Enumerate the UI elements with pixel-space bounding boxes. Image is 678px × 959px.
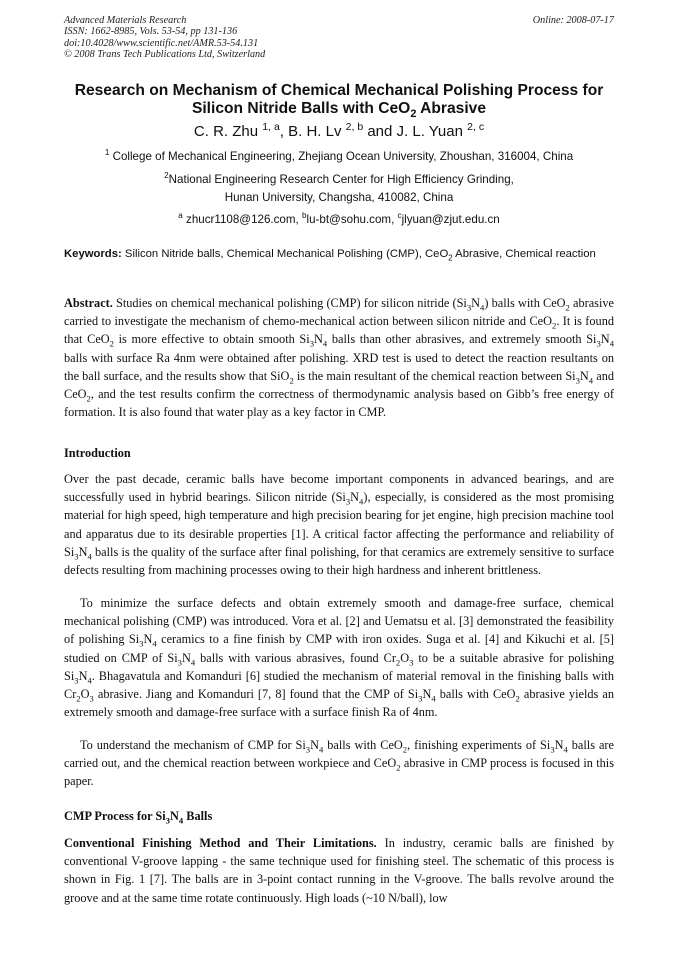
title-line-1: Research on Mechanism of Chemical Mechanical Polishing Process for (74, 82, 604, 99)
author-list: C. R. Zhu $^{1, a}$, B. H. Lv $^{2, b}$ and J. L. Yuan $^{2, c}$ (193, 121, 485, 140)
section-heading-cmp-process: CMP Process for $Si_3N_4$ Balls (64, 809, 213, 826)
title-line-2: Silicon Nitride Balls with CeO$_2$ Abrasive (191, 100, 487, 121)
cmp-paragraph: Conventional Finishing Method and Their Limitations. In industry, ceramic balls are finished by conventional V-groove lapping - the same technique used for finishing steel. The schematic of this process is shown in Fig. 1 [7]. The balls are in 3-point contact running in the V-groove. The balls revolve around the groove and at the same time rotate continuously. High loads (~10 N/ball), low (64, 836, 614, 905)
doi-line: doi:10.4028/www.scientific.net/AMR.53-54.131 (64, 37, 259, 49)
journal-name: Advanced Materials Research (64, 15, 187, 26)
abstract-paragraph: Abstract. Studies on chemical mechanical polishing (CMP) for silicon nitride $(Si_3N_4)$ balls with CeO$_2$ abrasive carried to investigate the mechanism of chemo-mechanical action between silicon nitride and CeO$_2$. It is found that CeO$_2$ is more effective to obtain smooth $Si_3N_4$ balls than other abrasives, and extremely smooth $Si_3N_4$ balls with surface Ra 4nm were obtained after polishing. XRD test is used to detect the reaction resultants on the ball surface, and the results show that SiO$_2$ is the main resultant of the chemical reaction between $Si_3N_4$ and CeO$_2$, and the test results confirm the correctness of thermodynamic analysis based on Gibb’s free energy of formation. It is also found that water play as a key factor in CMP. (64, 296, 614, 420)
issn-line: ISSN: 1662-8985, Vols. 53-54, pp 131-136 (64, 26, 238, 38)
intro-paragraph-2: To minimize the surface defects and obtain extremely smooth and damage-free surface, chemical mechanical polishing (CMP) was introduced. Vora et al. [2] and Uematsu et al. [3] demonstrated the feasibility of polishing $Si_3N_4$ ceramics to a fine finish by CMP with iron oxides. Suga et al. [4] and Kikuchi et al. [5] studied on CMP of $Si_3N_4$ balls with various abrasives, found $Cr_2O_3$ to be a suitable abrasive for polishing $Si_3N_4$. Bhagavatula and Komanduri [6] studied the mechanism of material removal in the finishing balls with $Cr_2O_3$ abrasive. Jiang and Komanduri [7, 8] found that the CMP of $Si_3N_4$ balls with CeO$_2$ abrasive yields an extremely smooth and damage-free surface with a surface finish Ra of 4nm. (64, 596, 615, 720)
keywords-block: Keywords: Silicon Nitride balls, Chemical Mechanical Polishing (CMP), CeO$_2$ Abrasive, Chemical reaction (64, 248, 596, 263)
section-heading-introduction: Introduction (64, 446, 131, 460)
intro-paragraph-1: Over the past decade, ceramic balls have become important components in advanced bearings, and are successfully used in hybrid bearings. Silicon nitride $(Si_3N_4)$, especially, is considered as the most promising material for high speed, high temperature and high precision bearing for jet engine, high precision machine tool and apparatus due to its desirable properties [1]. A critical factor affecting the performance and reliability of $Si_3N_4$ balls is the quality of the surface after final polishing, for that ceramics are extremely sensitive to surface defects resulting from machining processes owing to their high hardness and inherent brittleness. (64, 472, 614, 578)
paper-title (40, 82, 638, 121)
intro-paragraph-3: To understand the mechanism of CMP for $Si_3N_4$ balls with CeO$_2$, finishing experiments of $Si_3N_4$ balls are carried out, and the chemical reaction between workpiece and CeO$_2$ abrasive in CMP process is focused in this paper. (64, 738, 614, 789)
affiliation-2: $^2$National Engineering Research Center for High Efficiency Grinding, Hunan University, Changsha, 410082, China (164, 171, 514, 204)
journal-header (64, 15, 265, 61)
online-date: Online: 2008-07-17 (532, 15, 614, 26)
copyright-line: © 2008 Trans Tech Publications Ltd, Switzerland (64, 49, 266, 61)
email-line: $^a$ zhucr1108@126.com, $^b$lu-bt@sohu.com, $^c$jlyuan@zjut.edu.cn (178, 211, 500, 226)
affiliation-1: $^1$ College of Mechanical Engineering, Zhejiang Ocean University, Zhoushan, 316004, China (104, 148, 574, 163)
